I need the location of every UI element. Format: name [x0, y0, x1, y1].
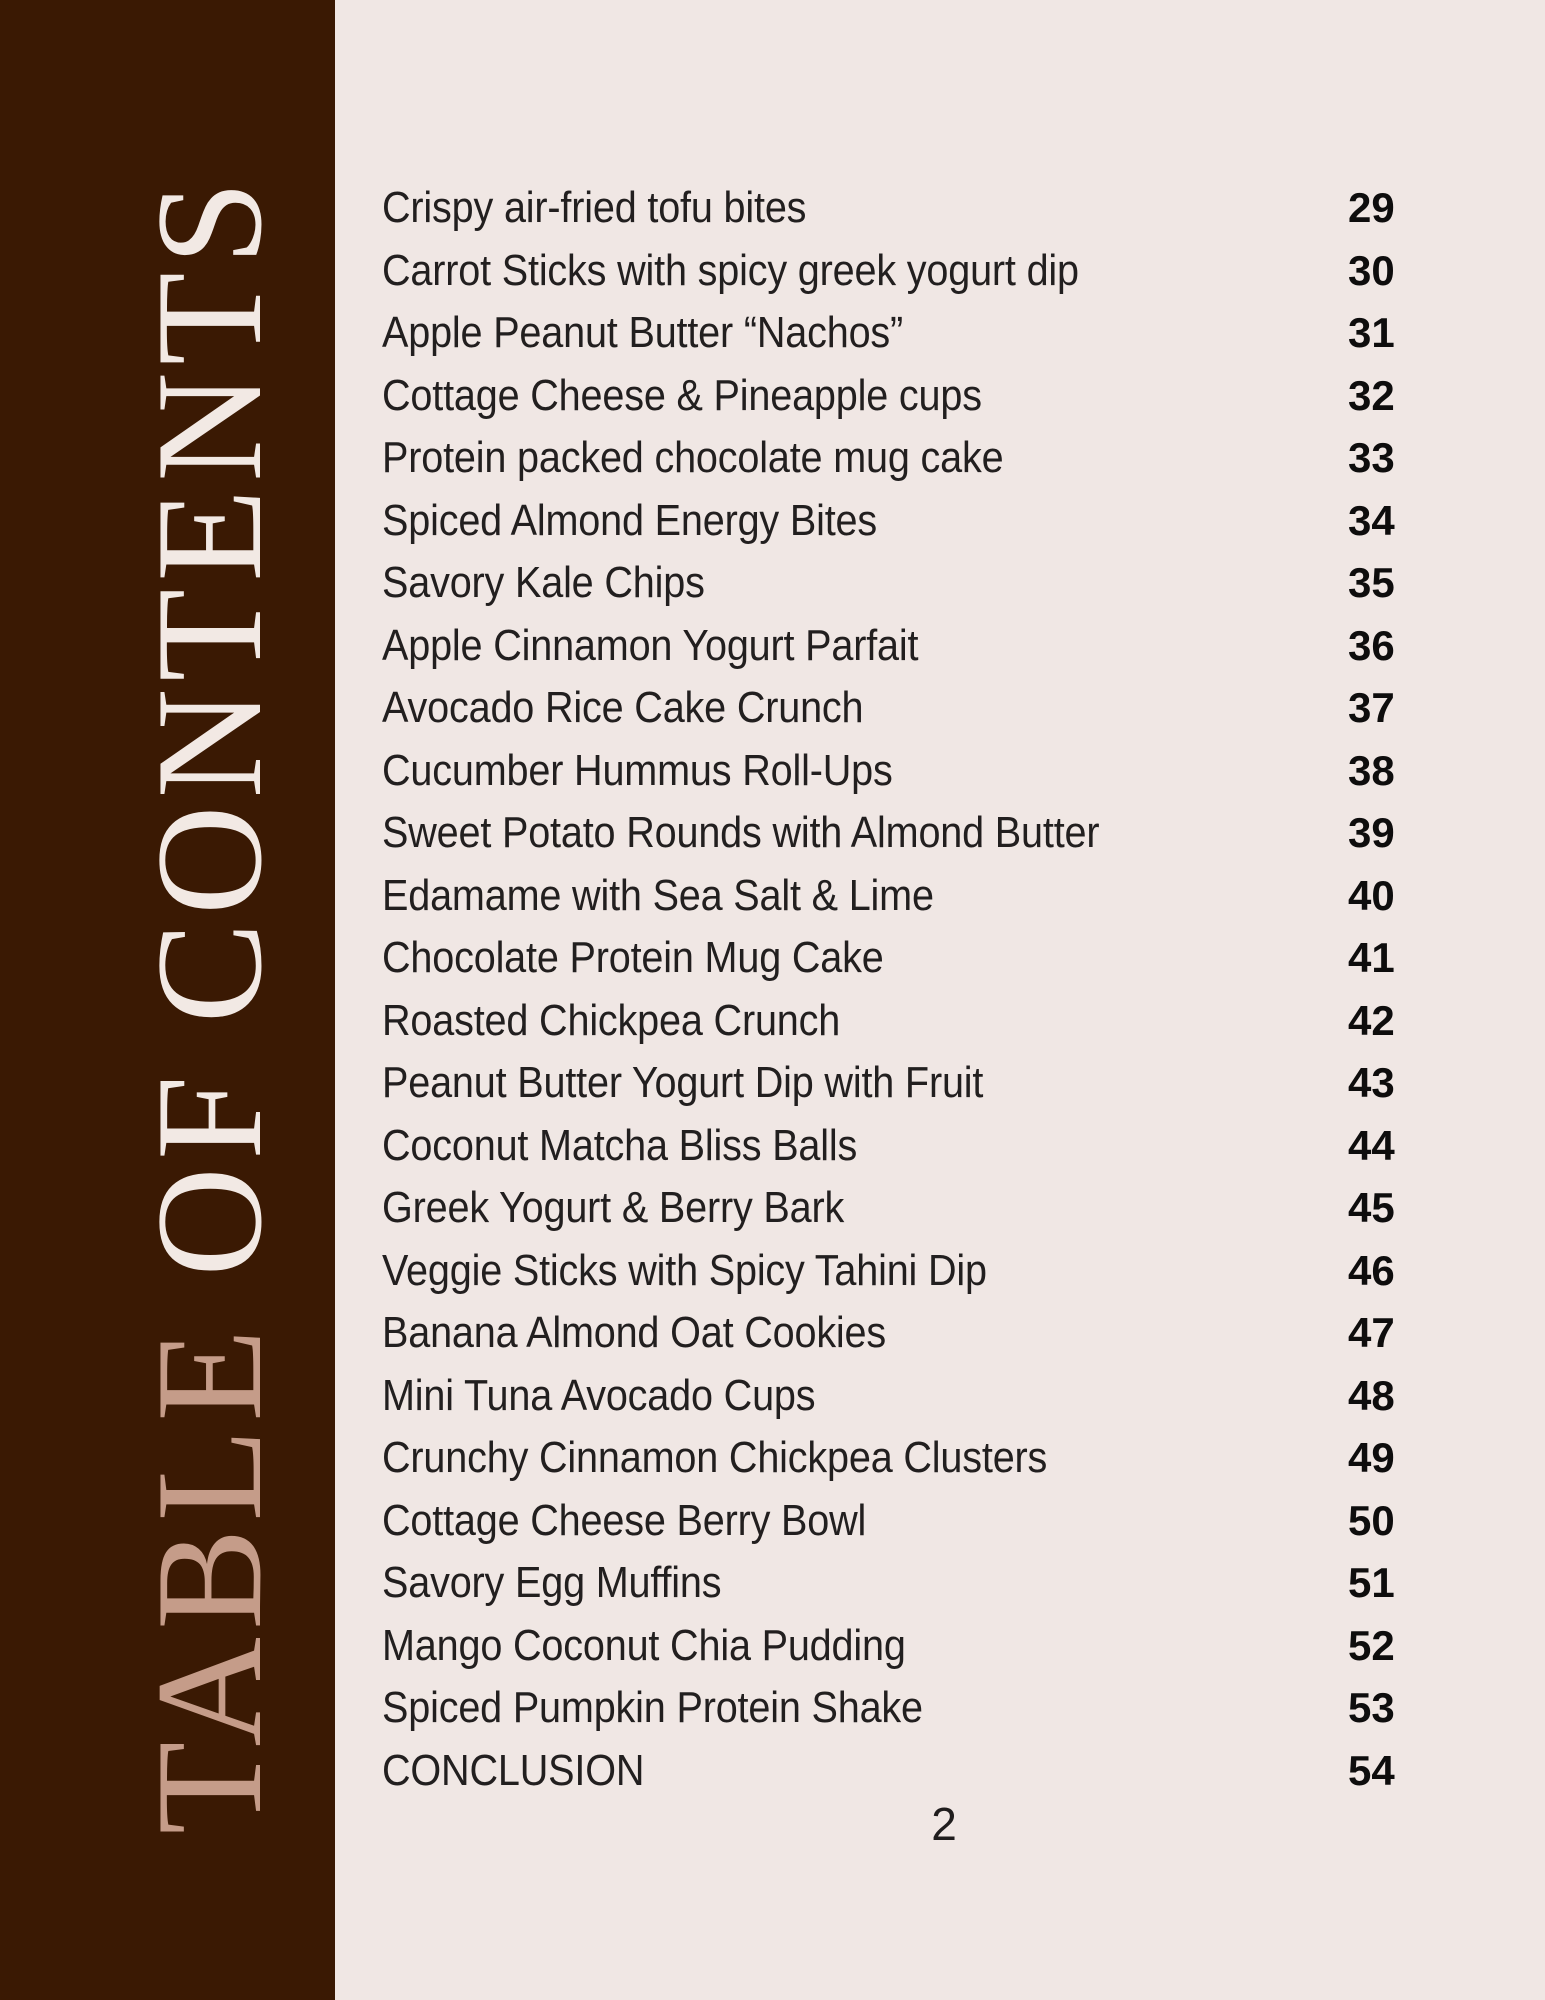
toc-row [382, 1427, 1408, 1490]
toc-entry-page: 34 [1348, 496, 1395, 544]
toc-entry-page: 36 [1348, 621, 1395, 669]
toc-entry-page: 40 [1348, 871, 1395, 919]
toc-entry-page: 47 [1348, 1309, 1395, 1357]
toc-entry-title: Cottage Cheese Berry Bowl [382, 1495, 867, 1545]
toc-row [382, 490, 1408, 553]
toc-entry-title: Coconut Matcha Bliss Balls [382, 1120, 858, 1170]
toc-entry-page: 51 [1348, 1559, 1395, 1607]
toc-entry-page: 54 [1348, 1746, 1395, 1794]
toc-entry-title: Cucumber Hummus Roll-Ups [382, 745, 893, 795]
toc-row [382, 1677, 1408, 1740]
toc-row [382, 1615, 1408, 1678]
toc-entry-page: 43 [1348, 1059, 1395, 1107]
toc-row [382, 1177, 1408, 1240]
toc-entry-title: Carrot Sticks with spicy greek yogurt dip [382, 245, 1079, 295]
toc-entry-page: 37 [1348, 684, 1395, 732]
toc-entry-page: 53 [1348, 1684, 1395, 1732]
toc-entry-title: Greek Yogurt & Berry Bark [382, 1183, 845, 1233]
toc-row [382, 1490, 1408, 1553]
toc-entry-title: Crispy air-fried tofu bites [382, 183, 807, 233]
toc-row [382, 1552, 1408, 1615]
page-title-word-of-contents: OF CONTENTS [125, 173, 293, 1322]
sidebar [0, 0, 335, 2000]
toc-entry-title: Cottage Cheese & Pineapple cups [382, 370, 982, 420]
toc-row [382, 552, 1408, 615]
toc-entry-page: 38 [1348, 746, 1395, 794]
toc-row [382, 427, 1408, 490]
toc-row [382, 740, 1408, 803]
toc-entry-page: 45 [1348, 1184, 1395, 1232]
toc-entry-title: Edamame with Sea Salt & Lime [382, 870, 934, 920]
toc-entry-page: 48 [1348, 1371, 1395, 1419]
toc-entry-title: CONCLUSION [382, 1745, 645, 1795]
page-title-word-table: TABLE [125, 1321, 293, 1835]
toc-row [382, 302, 1408, 365]
toc-entry-page: 46 [1348, 1246, 1395, 1294]
toc-entry-title: Chocolate Protein Mug Cake [382, 933, 884, 983]
toc-list [335, 0, 1545, 1802]
toc-row [382, 1365, 1408, 1428]
toc-row [382, 1115, 1408, 1178]
toc-entry-page: 29 [1348, 184, 1395, 232]
toc-entry-title: Spiced Almond Energy Bites [382, 495, 877, 545]
toc-entry-title: Spiced Pumpkin Protein Shake [382, 1683, 923, 1733]
toc-entry-title: Sweet Potato Rounds with Almond Butter [382, 808, 1100, 858]
toc-entry-page: 33 [1348, 434, 1395, 482]
toc-row [382, 1052, 1408, 1115]
toc-entry-title: Apple Cinnamon Yogurt Parfait [382, 620, 919, 670]
toc-entry-title: Mini Tuna Avocado Cups [382, 1370, 816, 1420]
toc-entry-page: 42 [1348, 996, 1395, 1044]
toc-row [382, 365, 1408, 428]
toc-row [382, 865, 1408, 928]
page-title [125, 173, 293, 1835]
toc-row [382, 177, 1408, 240]
toc-entry-page: 52 [1348, 1621, 1395, 1669]
toc-row [382, 927, 1408, 990]
toc-entry-title: Peanut Butter Yogurt Dip with Fruit [382, 1058, 984, 1108]
toc-entry-title: Roasted Chickpea Crunch [382, 995, 841, 1045]
toc-entry-page: 44 [1348, 1121, 1395, 1169]
content-area [335, 0, 1545, 2000]
toc-entry-title: Banana Almond Oat Cookies [382, 1308, 887, 1358]
toc-row [382, 1740, 1408, 1803]
toc-entry-title: Apple Peanut Butter “Nachos” [382, 308, 904, 358]
toc-entry-title: Mango Coconut Chia Pudding [382, 1620, 906, 1670]
toc-entry-title: Veggie Sticks with Spicy Tahini Dip [382, 1245, 987, 1295]
toc-entry-title: Avocado Rice Cake Crunch [382, 683, 864, 733]
toc-entry-page: 50 [1348, 1496, 1395, 1544]
toc-row [382, 1240, 1408, 1303]
toc-entry-page: 41 [1348, 934, 1395, 982]
toc-row [382, 615, 1408, 678]
toc-entry-title: Crunchy Cinnamon Chickpea Clusters [382, 1433, 1048, 1483]
toc-entry-page: 32 [1348, 371, 1395, 419]
toc-entry-page: 35 [1348, 559, 1395, 607]
toc-entry-page: 49 [1348, 1434, 1395, 1482]
toc-entry-title: Savory Kale Chips [382, 558, 705, 608]
toc-row [382, 1302, 1408, 1365]
footer-page-number: 2 [931, 1798, 957, 1850]
toc-row [382, 240, 1408, 303]
toc-entry-title: Protein packed chocolate mug cake [382, 433, 1004, 483]
toc-entry-page: 30 [1348, 246, 1395, 294]
toc-row [382, 990, 1408, 1053]
toc-entry-page: 31 [1348, 309, 1395, 357]
toc-row [382, 802, 1408, 865]
toc-entry-page: 39 [1348, 809, 1395, 857]
toc-entry-title: Savory Egg Muffins [382, 1558, 722, 1608]
toc-row [382, 677, 1408, 740]
